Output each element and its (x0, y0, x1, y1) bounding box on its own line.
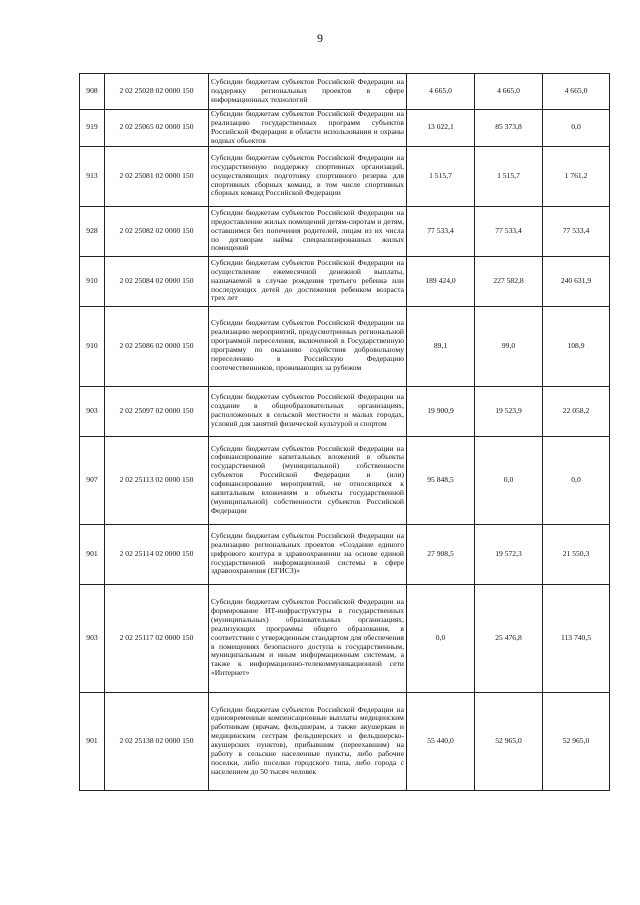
amount-year-2: 77 533,4 (475, 206, 543, 256)
amount-year-2: 0,0 (475, 436, 543, 524)
admin-code: 903 (80, 584, 105, 692)
admin-code: 907 (80, 436, 105, 524)
amount-year-2: 227 582,8 (475, 256, 543, 306)
income-description: Субсидии бюджетам субъектов Российской Федерации на софинансирование капитальных вложений в объекты государственной (муниципальной) собственности субъектов Российской Федерации и (или) софинансирование мероприятий, не относящихся к капитальным вложениям в объекты государственной (муниципальной) собственности субъектов Российской Федерации (209, 436, 407, 524)
income-description: Субсидии бюджетам субъектов Российской Федерации на поддержку региональных проектов в сфере информационных технологий (209, 74, 407, 110)
amount-year-2: 52 965,0 (475, 692, 543, 790)
page-number: 9 (317, 31, 323, 45)
amount-year-1: 55 440,0 (407, 692, 475, 790)
amount-year-2: 19 572,3 (475, 524, 543, 584)
admin-code: 928 (80, 206, 105, 256)
amount-year-3: 0,0 (543, 110, 610, 147)
amount-year-2: 19 523,9 (475, 386, 543, 436)
budget-code: 2 02 25082 02 0000 150 (105, 206, 209, 256)
table-row (80, 306, 610, 386)
budget-code: 2 02 25138 02 0000 150 (105, 692, 209, 790)
amount-year-3: 240 631,9 (543, 256, 610, 306)
amount-year-2: 85 373,8 (475, 110, 543, 147)
amount-year-1: 1 515,7 (407, 146, 475, 206)
table-row (80, 256, 610, 306)
table-row (80, 110, 610, 147)
amount-year-1: 189 424,0 (407, 256, 475, 306)
amount-year-1: 89,1 (407, 306, 475, 386)
budget-code: 2 02 25117 02 0000 150 (105, 584, 209, 692)
amount-year-1: 77 533,4 (407, 206, 475, 256)
amount-year-2: 99,0 (475, 306, 543, 386)
admin-code: 901 (80, 524, 105, 584)
budget-code: 2 02 25065 02 0000 150 (105, 110, 209, 147)
amount-year-1: 27 908,5 (407, 524, 475, 584)
budget-code: 2 02 25084 02 0000 150 (105, 256, 209, 306)
income-description: Субсидии бюджетам субъектов Российской Федерации на единовременные компенсационные выплаты медицинским работникам (врачам, фельдшерам, а также акушеркам и медицинским сестрам фельдшерских и фельдшерско-акушерских пунктов), прибывшим (переехавшим) на работу в сельские населенные пункты, либо рабочие поселки, либо поселки городского типа, либо города с населением до 50 тысяч человек (209, 692, 407, 790)
budget-code: 2 02 25086 02 0000 150 (105, 306, 209, 386)
income-description: Субсидии бюджетам субъектов Российской Федерации на осуществление ежемесячной денежной выплаты, назначаемой в случае рождения третьего ребенка или последующих детей до достижения ребенком возраста трех лет (209, 256, 407, 306)
admin-code: 919 (80, 110, 105, 147)
table-row (80, 146, 610, 206)
amount-year-3: 113 740,5 (543, 584, 610, 692)
table-row (80, 74, 610, 110)
admin-code: 910 (80, 306, 105, 386)
table-row (80, 584, 610, 692)
admin-code: 913 (80, 146, 105, 206)
amount-year-3: 52 965,0 (543, 692, 610, 790)
admin-code: 903 (80, 386, 105, 436)
income-description: Субсидии бюджетам субъектов Российской Федерации на предоставление жилых помещений детям-сиротам и детям, оставшимся без попечения родителей, лицам из их числа по договорам найма специализированных жилых помещений (209, 206, 407, 256)
income-description: Субсидии бюджетам субъектов Российской Федерации на создание в общеобразовательных организациях, расположенных в сельской местности и малых городах, условий для занятий физической культурой и спортом (209, 386, 407, 436)
budget-code: 2 02 25028 02 0000 150 (105, 74, 209, 110)
amount-year-1: 95 848,5 (407, 436, 475, 524)
amount-year-3: 21 550,3 (543, 524, 610, 584)
budget-code: 2 02 25097 02 0000 150 (105, 386, 209, 436)
admin-code: 901 (80, 692, 105, 790)
amount-year-1: 19 900,9 (407, 386, 475, 436)
income-description: Субсидии бюджетам субъектов Российской Федерации на реализацию региональных проектов «Создание единого цифрового контура в здравоохранении на основе единой государственной информационной системы в сфере здравоохранения (ЕГИСЗ)» (209, 524, 407, 584)
table-row (80, 524, 610, 584)
budget-code: 2 02 25081 02 0000 150 (105, 146, 209, 206)
amount-year-3: 22 058,2 (543, 386, 610, 436)
table-row (80, 692, 610, 790)
amount-year-1: 4 665,0 (407, 74, 475, 110)
amount-year-2: 25 476,8 (475, 584, 543, 692)
income-description: Субсидии бюджетам субъектов Российской Федерации на государственную поддержку спортивных организаций, осуществляющих подготовку спортивного резерва для спортивных сборных команд, в том числе спортивных сборных команд Российской Федерации (209, 146, 407, 206)
amount-year-3: 4 665,0 (543, 74, 610, 110)
admin-code: 908 (80, 74, 105, 110)
table-row (80, 436, 610, 524)
amount-year-2: 4 665,0 (475, 74, 543, 110)
table-row (80, 386, 610, 436)
budget-code: 2 02 25114 02 0000 150 (105, 524, 209, 584)
table-row (80, 206, 610, 256)
income-description: Субсидии бюджетам субъектов Российской Федерации на реализацию государственных программ субъектов Российской Федерации в области использования и охраны водных объектов (209, 110, 407, 147)
amount-year-1: 0,0 (407, 584, 475, 692)
amount-year-3: 1 761,2 (543, 146, 610, 206)
budget-table (79, 73, 610, 791)
amount-year-3: 77 533,4 (543, 206, 610, 256)
amount-year-3: 0,0 (543, 436, 610, 524)
amount-year-1: 13 022,1 (407, 110, 475, 147)
budget-code: 2 02 25113 02 0000 150 (105, 436, 209, 524)
income-description: Субсидии бюджетам субъектов Российской Федерации на реализацию мероприятий, предусмотренных региональной программой переселения, включенной в Государственную программу по оказанию содействия добровольному переселению в Российскую Федерацию соотечественников, проживающих за рубежом (209, 306, 407, 386)
amount-year-3: 108,9 (543, 306, 610, 386)
amount-year-2: 1 515,7 (475, 146, 543, 206)
admin-code: 910 (80, 256, 105, 306)
income-description: Субсидии бюджетам субъектов Российской Федерации на формирование ИТ-инфраструктуры в государственных (муниципальных) образовательных организациях, реализующих программы общего образования, в соответствии с утвержденным стандартом для обеспечения в помещениях безопасного доступа к государственным, муниципальным и иным информационным системам, а также к информационно-телекоммуникационной сети «Интернет» (209, 584, 407, 692)
